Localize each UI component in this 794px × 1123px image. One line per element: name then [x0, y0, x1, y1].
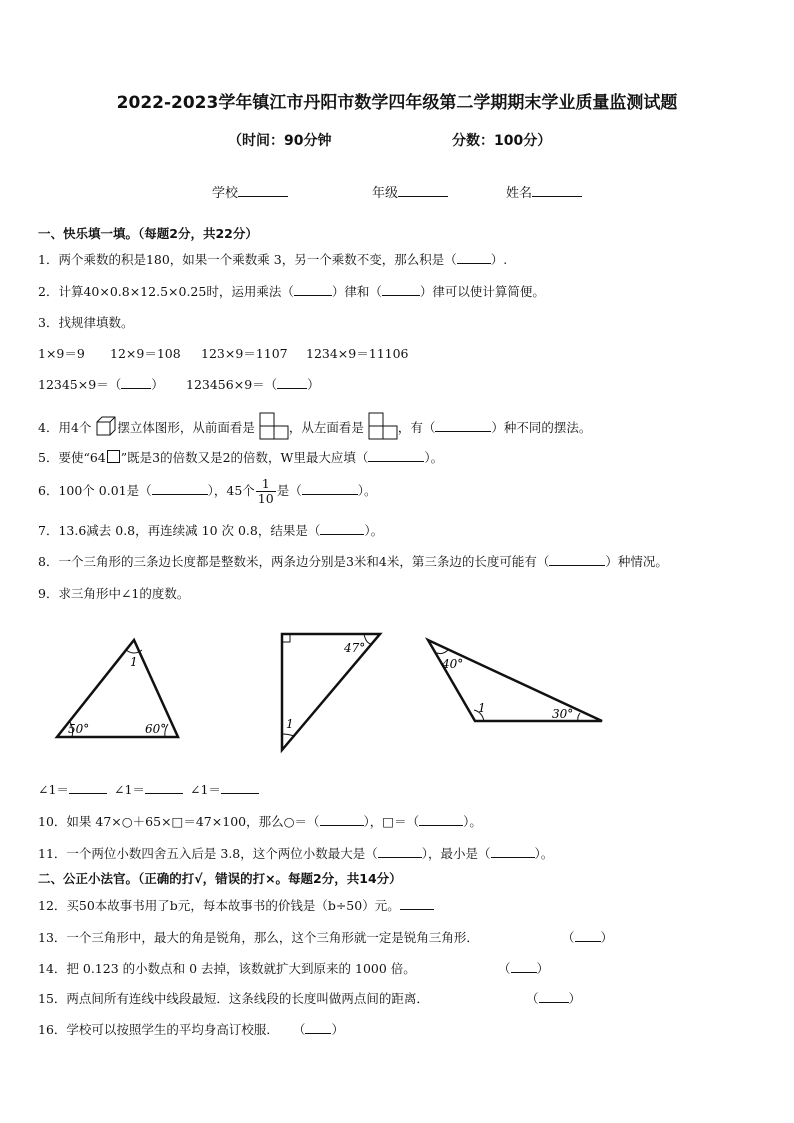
question-4: 4．用4个 摆立体图形，从前面看是 ，从左面看是 ，有（ ）种不同的摆法。 — [38, 412, 591, 440]
question-15: 15．两点间所有连线中线段最短．这条线段的长度叫做两点间的距离． — [38, 991, 429, 1006]
question-6: 6．100个 0.01是（ ），45个 $\frac{1}{10}$ 是（ ）。 — [38, 476, 377, 506]
q3-item-1: 1×9＝9 — [38, 346, 85, 361]
question-8: 8．一个三角形的三条边长度都是整数米，两条边分别是3米和4米，第三条边的长度可能有（ ）种情况。 — [38, 554, 668, 569]
tri3-angle-40: 40° — [442, 657, 464, 671]
grade-blank — [398, 184, 448, 197]
q3-item-4: 1234×9＝11106 — [306, 346, 409, 361]
question-7: 7．13.6减去 0.8，再连续减 10 次 0.8，结果是（ ）。 — [38, 523, 384, 538]
q14-answer: （ ） — [498, 961, 550, 976]
triangle-1-figure — [50, 636, 190, 746]
school-field — [212, 182, 288, 201]
question-9: 9．求三角形中∠1的度数。 — [38, 586, 190, 601]
q9-answer-2: ∠1＝ — [114, 780, 183, 798]
section-1-heading: 一、快乐填一填。（每题2分，共22分） — [38, 226, 258, 241]
question-13: 13．一个三角形中，最大的角是锐角，那么，这个三角形就一定是锐角三角形． — [38, 930, 479, 945]
q3-item-5: 12345×9＝（ ） — [38, 377, 164, 392]
q9-answer-3: ∠1＝ — [190, 780, 259, 798]
triangle-3-figure — [420, 634, 610, 728]
question-3: 3．找规律填数。 — [38, 315, 134, 330]
tri1-angle-1: 1 — [130, 655, 138, 669]
question-5: 5．要使“64 ”既是3的倍数又是2的倍数，W里最大应填（ ）。 — [38, 450, 444, 465]
tri3-angle-30: 30° — [552, 707, 574, 721]
question-11: 11．一个两位小数四舍五入后是 3.8，这个两位小数最大是（ ），最小是（ ）。 — [38, 846, 554, 861]
tri3-angle-1: 1 — [478, 701, 486, 715]
school-label: 学校 — [212, 186, 239, 201]
tri2-angle-47: 47° — [344, 641, 366, 655]
left-view-icon — [368, 412, 398, 440]
cube-icon — [95, 415, 117, 437]
name-blank — [532, 184, 582, 197]
front-view-icon — [259, 412, 289, 440]
name-label: 姓名 — [506, 186, 533, 201]
q3-item-3: 123×9＝1107 — [201, 346, 288, 361]
tri1-angle-50: 50° — [68, 722, 90, 736]
school-blank — [238, 184, 288, 197]
question-2: 2．计算40×0.8×12.5×0.25时，运用乘法（ ）律和（ ）律可以使计算简便。 — [38, 284, 545, 299]
name-field — [506, 182, 582, 201]
q3-item-2: 12×9＝108 — [110, 346, 181, 361]
question-12: 12．买50本故事书用了b元，每本故事书的价钱是（b÷50）元。 — [38, 896, 434, 914]
q9-answer-1: ∠1＝ — [38, 780, 107, 798]
q3-item-6: 123456×9＝（ ） — [186, 377, 320, 392]
q15-answer: （ ） — [526, 991, 582, 1006]
page-title: 2022-2023学年镇江市丹阳市数学四年级第二学期期末学业质量监测试题 — [116, 93, 678, 113]
triangle-2-figure — [276, 630, 386, 756]
question-10: 10．如果 47×○＋65×□＝47×100，那么○＝（ ），□＝（ ）。 — [38, 814, 482, 829]
tri1-angle-60: 60° — [145, 722, 167, 736]
question-1: 1．两个乘数的积是180，如果一个乘数乘 3，另一个乘数不变，那么积是（ ）. — [38, 252, 508, 267]
question-14: 14．把 0.123 的小数点和 0 去掉，该数就扩大到原来的 1000 倍。 — [38, 961, 416, 976]
blank-square-icon — [107, 450, 120, 463]
exam-score: 分数：100分） — [452, 133, 552, 149]
exam-time: （时间：90分钟 — [228, 133, 332, 149]
tri2-angle-1: 1 — [286, 717, 294, 731]
q13-answer: （ ） — [562, 930, 614, 945]
section-2-heading: 二、公正小法官。（正确的打√，错误的打×。每题2分，共14分） — [38, 871, 402, 886]
grade-label: 年级 — [372, 186, 399, 201]
fraction-one-tenth: $\frac{1}{10}$ — [257, 476, 274, 506]
question-16: 16．学校可以按照学生的平均身高订校服． （ ） — [38, 1022, 344, 1037]
grade-field — [372, 182, 448, 201]
